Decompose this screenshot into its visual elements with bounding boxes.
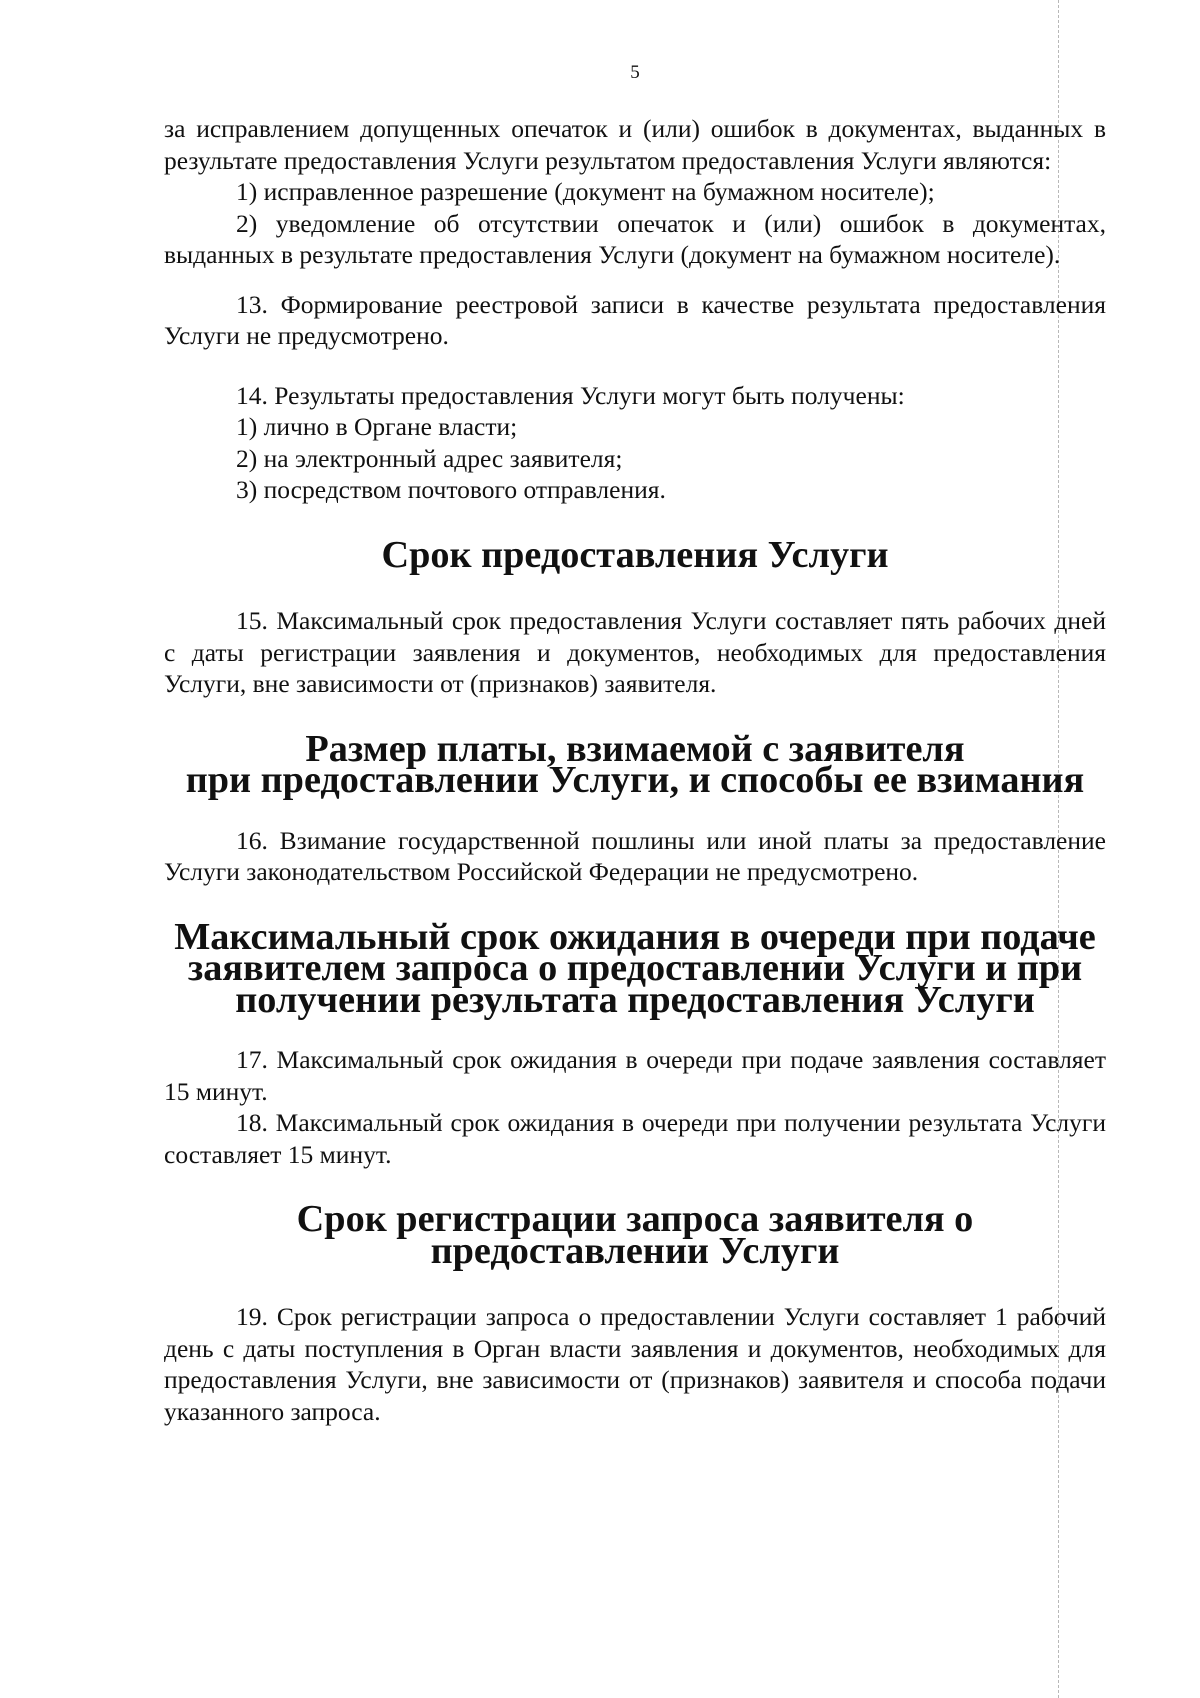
heading-fee-line-1: Размер платы, взимаемой с заявителя — [305, 727, 965, 770]
paragraph-18: 18. Максимальный срок ожидания в очереди при получении результата Услуги составляет 15 минут. — [164, 1108, 1106, 1169]
paragraph-15: 15. Максимальный срок предоставления Услуги составляет пять рабочих дней с даты регистрации заявления и документов, необходимых для предоставления Услуги, вне зависимости от (признаков) заявителя. — [164, 606, 1106, 698]
paragraph-14-item-2: 2) на электронный адрес заявителя; — [236, 443, 623, 473]
paragraph-13: 13. Формирование реестровой записи в качестве результата предоставления Услуги не предусмотрено. — [164, 289, 1106, 350]
heading-registration-term: Срок регистрации запроса заявителя о предоставлении Услуги — [296, 1198, 974, 1272]
paragraph-19: 19. Срок регистрации запроса о предоставлении Услуги составляет 1 рабочий день с даты поступления в Орган власти заявления и документов, необходимых для предоставления Услуги, вне зависимости от (признаков) заявителя и способа подачи указанного запроса. — [164, 1302, 1106, 1426]
paragraph-17: 17. Максимальный срок ожидания в очереди при подаче заявления составляет 15 минут. — [164, 1045, 1106, 1106]
document-body — [164, 113, 1106, 1427]
heading-queue-time: Максимальный срок ожидания в очереди при подаче заявителем запроса о предоставлении Услуги и при получении результата предоставления Услуги — [174, 915, 1096, 1021]
paragraph-intro: за исправлением допущенных опечаток и (или) ошибок в документах, выданных в результате предоставления Услуги результатом предоставления Услуги являются: — [164, 114, 1106, 175]
paragraph-14-item-1: 1) лично в Органе власти; — [236, 412, 518, 441]
paragraph-12-item-2: 2) уведомление об отсутствии опечаток и (или) ошибок в документах, выданных в результате предоставления Услуги (документ на бумажном носителе). — [164, 208, 1106, 269]
page-number: 5 — [630, 62, 640, 83]
heading-fee-line-2: при предоставлении Услуги, и способы ее взимания — [185, 759, 1085, 801]
heading-fee — [164, 727, 1106, 801]
heading-service-term: Срок предоставления Услуги — [381, 533, 889, 576]
paragraph-14-item-3: 3) посредством почтового отправления. — [236, 475, 666, 504]
paragraph-12-item-1: 1) исправленное разрешение (документ на бумажном носителе); — [236, 177, 935, 206]
paragraph-14: 14. Результаты предоставления Услуги могут быть получены: — [236, 380, 905, 410]
paragraph-16: 16. Взимание государственной пошлины или иной платы за предоставление Услуги законодательством Российской Федерации не предусмотрено. — [164, 825, 1106, 886]
